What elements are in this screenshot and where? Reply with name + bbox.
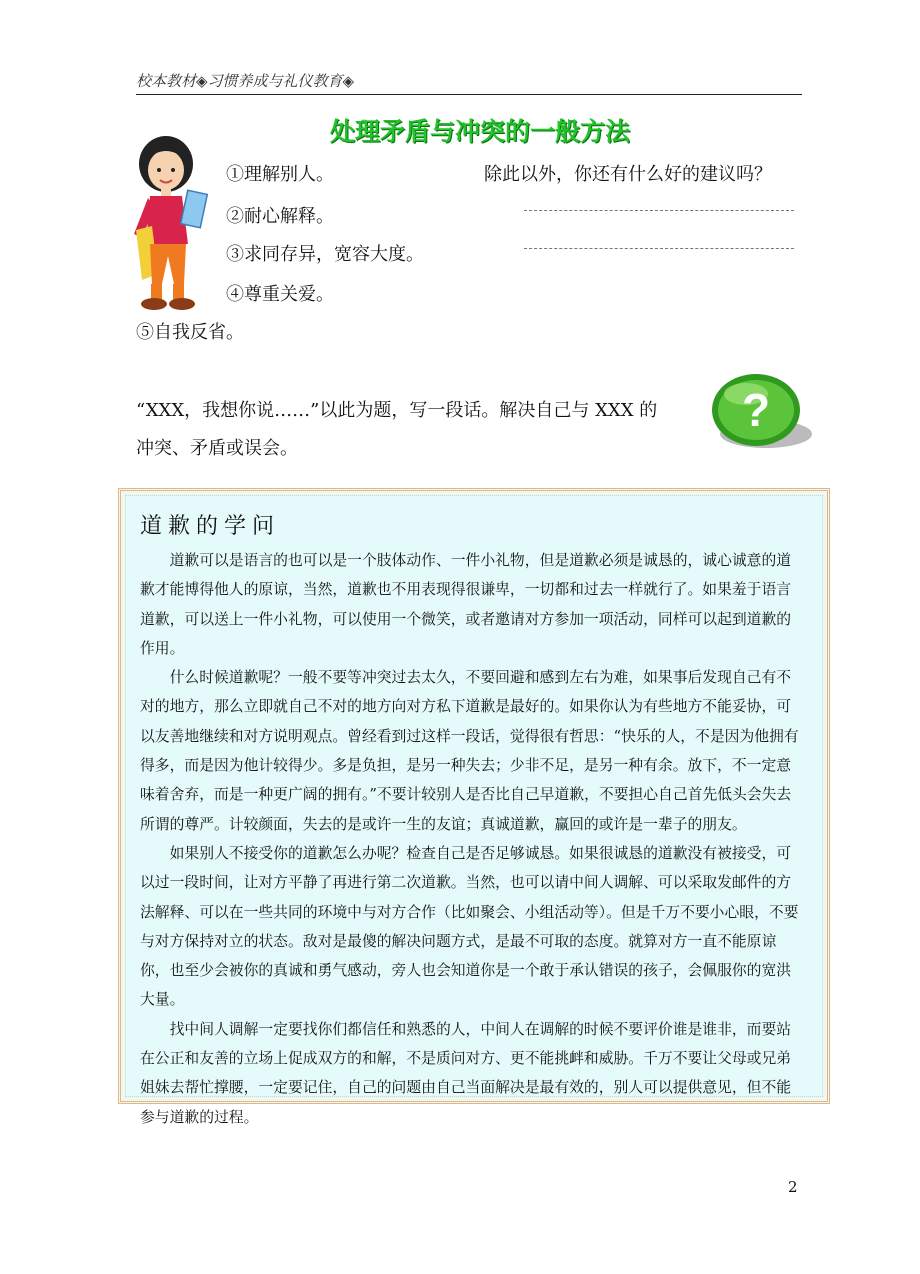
page-header: 校本教材◈习惯养成与礼仪教育◈ <box>136 70 802 95</box>
exercise-line: 冲突、矛盾或误会。 <box>136 438 298 459</box>
method-item: ②耐心解释。 <box>226 206 334 227</box>
exercise-line: “XXX，我想你说……”以此为题，写一段话。解决自己与 XXX 的 <box>136 400 658 421</box>
article-paragraph: 道歉可以是语言的也可以是一个肢体动作、一件小礼物，但是道歉必须是诚恳的，诚心诚意的道歉才能博得他人的原谅，当然，道歉也不用表现得很谦卑，一切都和过去一样就行了。如果羞于语言道歉，可以送上一件小礼物，可以使用一个微笑，或者邀请对方参加一项活动，同样可以起到道歉的作用。 <box>140 552 792 657</box>
method-item: ④尊重关爱。 <box>226 284 334 305</box>
answer-line[interactable] <box>524 210 794 211</box>
answer-line[interactable] <box>524 248 794 249</box>
svg-text:?: ? <box>741 384 771 436</box>
girl-illustration <box>128 134 218 314</box>
method-item: ①理解别人。 <box>226 164 334 185</box>
writing-exercise <box>136 392 706 468</box>
article-paragraph: 什么时候道歉呢？一般不要等冲突过去太久，不要回避和感到左右为难，如果事后发现自己有不对的地方，那么立即就自己不对的地方向对方私下道歉是最好的。如果你认为有些地方不能妥协，可以友善地继续和对方说明观点。曾经看到过这样一段话，觉得很有哲思：“快乐的人，不是因为他拥有得多，而是因为他计较得少。多是负担，是另一种失去；少非不足，是另一种有余。放下，不一定意味着舍弃，而是一种更广阔的拥有。”不要计较别人是否比自己早道歉，不要担心自己首先低头会失去所谓的尊严。计较颜面，失去的是或许一生的友谊；真诚道歉，赢回的或许是一辈子的朋友。 <box>140 669 799 833</box>
page-number: 2 <box>788 1178 798 1196</box>
article-paragraph: 找中间人调解一定要找你们都信任和熟悉的人，中间人在调解的时候不要评价谁是谁非，而要站在公正和友善的立场上促成双方的和解，不是质问对方、更不能挑衅和威胁。千万不要让父母或兄弟姐妹去帮忙撑腰，一定要记住，自己的问题由自己当面解决是最有效的，别人可以提供意见，但不能参与道歉的过程。 <box>140 1020 792 1126</box>
article-title: 道歉的学问 <box>140 514 281 539</box>
method-item: ③求同存异，宽容大度。 <box>226 244 424 265</box>
question-mark-icon <box>704 370 816 452</box>
article-paragraph: 如果别人不接受你的道歉怎么办呢？检查自己是否足够诚恳。如果很诚恳的道歉没有被接受，可以过一段时间，让对方平静了再进行第二次道歉。当然，也可以请中间人调解、可以采取发邮件的方法解释、可以在一些共同的环境中与对方合作（比如聚会、小组活动等）。但是千万不要小心眼，不要与对方保持对立的状态。敌对是最傻的解决问题方式，是最不可取的态度。就算对方一直不能原谅你，也至少会被你的真诚和勇气感动，旁人也会知道你是一个敢于承认错误的孩子，会佩服你的宽洪大量。 <box>140 844 799 1009</box>
article-box <box>118 488 830 1126</box>
method-item: ⑤自我反省。 <box>136 322 244 343</box>
section-title: 处理矛盾与冲突的一般方法 <box>330 117 631 146</box>
suggestion-question: 除此以外，你还有什么好的建议吗？ <box>484 164 772 185</box>
